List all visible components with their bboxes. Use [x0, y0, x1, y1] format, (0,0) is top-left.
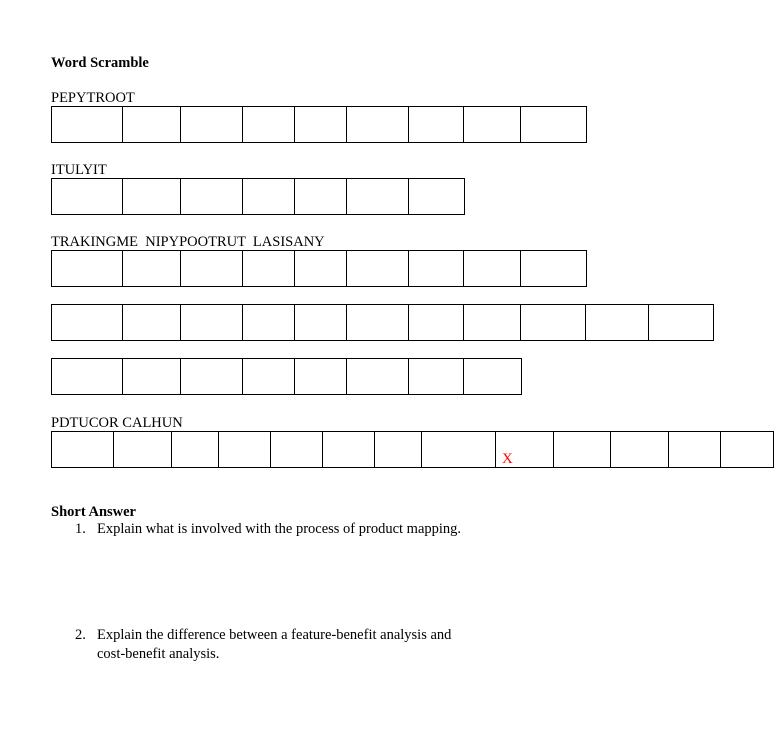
letter-box-row — [51, 358, 522, 395]
letter-box — [52, 107, 123, 142]
letter-box — [554, 432, 611, 467]
letter-box — [295, 359, 347, 394]
question-line: Explain what is involved with the process of product mapping. — [97, 521, 462, 537]
puzzle-label: PDTUCOR CALHUN — [51, 415, 183, 431]
letter-box — [243, 251, 295, 286]
puzzle-label: ITULYIT — [51, 162, 107, 178]
letter-box — [123, 359, 181, 394]
letter-box — [52, 359, 123, 394]
question-1 — [75, 520, 675, 540]
letter-box — [243, 179, 295, 214]
letter-box — [409, 107, 464, 142]
letter-box — [649, 305, 713, 340]
letter-box — [521, 251, 586, 286]
short-answer-title: Short Answer — [51, 504, 136, 520]
letter-box — [123, 179, 181, 214]
letter-box-row — [51, 178, 465, 215]
letter-box — [721, 432, 773, 467]
letter-box — [496, 432, 554, 467]
puzzle-label: TRAKINGME NIPYPOOTRUT LASISANY — [51, 234, 325, 250]
letter-box-row — [51, 106, 587, 143]
letter-box — [611, 432, 669, 467]
letter-box — [52, 179, 123, 214]
question-text — [97, 520, 461, 539]
letter-box — [409, 359, 464, 394]
letter-box — [464, 251, 521, 286]
letter-box — [181, 359, 243, 394]
letter-box — [123, 107, 181, 142]
letter-box — [52, 432, 114, 467]
letter-box — [409, 179, 464, 214]
letter-box — [409, 305, 464, 340]
letter-box — [347, 251, 409, 286]
letter-box — [347, 359, 409, 394]
word-scramble-title: Word Scramble — [51, 55, 149, 71]
letter-box — [295, 305, 347, 340]
letter-box — [295, 251, 347, 286]
letter-box-row — [51, 304, 714, 341]
question-number: 1. — [75, 521, 86, 537]
letter-box — [243, 359, 295, 394]
letter-box — [295, 107, 347, 142]
letter-box — [422, 432, 496, 467]
letter-box — [52, 305, 123, 340]
letter-box — [181, 305, 243, 340]
question-2 — [75, 626, 675, 666]
letter-box — [669, 432, 721, 467]
letter-box — [521, 305, 586, 340]
letter-box — [295, 179, 347, 214]
letter-box — [271, 432, 323, 467]
letter-box — [464, 305, 521, 340]
letter-box — [181, 107, 243, 142]
letter-box — [123, 305, 181, 340]
letter-box — [123, 251, 181, 286]
letter-box — [181, 179, 243, 214]
letter-box — [521, 107, 586, 142]
letter-box — [464, 107, 521, 142]
letter-box — [323, 432, 375, 467]
x-mark: X — [502, 451, 513, 467]
question-line: cost-benefit analysis. — [97, 646, 220, 662]
letter-box — [375, 432, 422, 467]
letter-box — [464, 359, 521, 394]
letter-box-row — [51, 250, 587, 287]
letter-box — [243, 107, 295, 142]
letter-box — [347, 107, 409, 142]
letter-box — [52, 251, 123, 286]
letter-box — [172, 432, 219, 467]
letter-box — [347, 179, 409, 214]
letter-box — [181, 251, 243, 286]
question-line: Explain the difference between a feature-benefit analysis and — [97, 627, 452, 643]
letter-box — [219, 432, 271, 467]
letter-box — [243, 305, 295, 340]
letter-box — [409, 251, 464, 286]
question-text — [97, 626, 451, 664]
question-number: 2. — [75, 627, 86, 643]
letter-box — [347, 305, 409, 340]
puzzle-label: PEPYTROOT — [51, 90, 135, 106]
letter-box — [586, 305, 649, 340]
letter-box — [114, 432, 172, 467]
letter-box-row — [51, 431, 774, 468]
